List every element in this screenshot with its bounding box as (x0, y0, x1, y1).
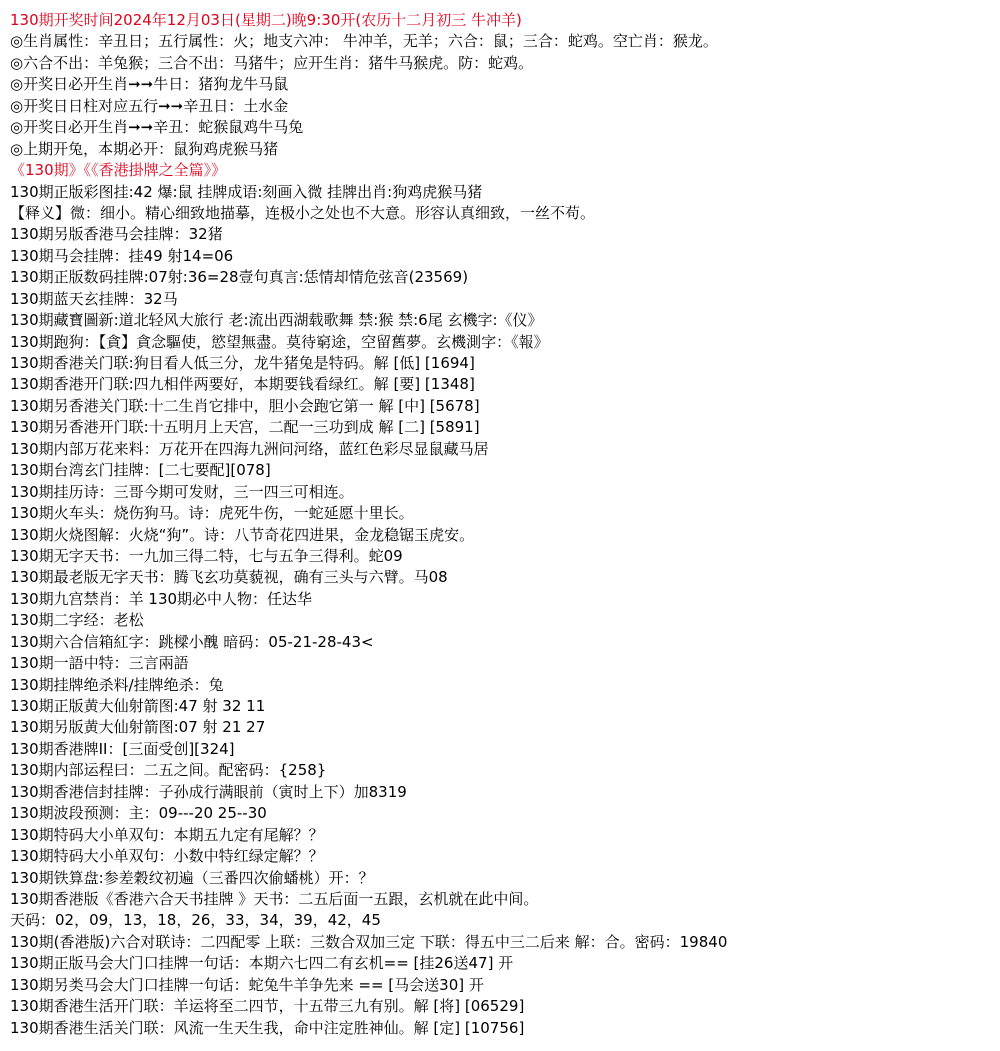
zodiac-attributes-line: ◎生肖属性：辛丑日；五行属性：火；地支六冲： 牛冲羊，无羊；六合：鼠；三合：蛇鸡。空亡肖：猴龙。 (10, 32, 718, 51)
text-line: 130期内部万花来料：万花开在四海九洲问河络，蓝红色彩尽显鼠藏马居 (10, 439, 489, 458)
text-line: 130期另版香港马会挂牌：32猪 (10, 225, 223, 244)
text-line: 【释义】微：细小。精心细致地描摹，连极小之处也不大意。形容认真细致，一丝不苟。 (10, 203, 596, 222)
last-draw-line: ◎上期开兔，本期必开：鼠狗鸡虎猴马猪 (10, 139, 279, 158)
text-line: 130期跑狗：【貪】貪念驅使，慾望無盡。莫待窮途，空留舊夢。玄機測字：《報》 (10, 332, 549, 351)
text-line: 130期马会挂牌：挂49 射14=06 (10, 246, 234, 265)
text-line: 130期台湾玄门挂牌：[二七要配][078] (10, 461, 271, 480)
text-line: 130期香港生活开门联：羊运将至二四节，十五带三九有别。解 [将] [06529] (10, 997, 525, 1016)
text-line: 130期九宫禁肖：羊 130期必中人物：任达华 (10, 589, 313, 608)
section-title: 《130期》《《香港掛牌之全篇》》 (10, 161, 227, 180)
text-line: 130期另类马会大门口挂牌一句话：蛇兔牛羊争先来 == [马会送30] 开 (10, 975, 484, 994)
text-line: 130期波段预测：主：09---20 25--30 (10, 804, 267, 823)
text-line: 130期另香港关门联:十二生肖它排中，胆小会跑它第一 解 [中] [5678] (10, 396, 480, 415)
text-line: 130期六合信箱紅字：跳樑小醜 暗码：05-21-28-43< (10, 632, 374, 651)
text-line: 130期火烧图解：火烧“狗”。诗：八节奇花四进果，金龙稳锯玉虎安。 (10, 525, 475, 544)
text-line: 130期香港牌II：[三面受创][324] (10, 739, 235, 758)
text-line: 天码：02，09，13，18，26，33，34，39，42，45 (10, 911, 381, 930)
text-line: 130期蓝天玄挂牌：32马 (10, 289, 178, 308)
text-line: 130期正版马会大门口挂牌一句话：本期六七四二有玄机== [挂26送47] 开 (10, 954, 514, 973)
liuhe-line: ◎六合不出：羊兔猴；三合不出：马猪牛；应开生肖：猪牛马猴虎。防：蛇鸡。 (10, 53, 534, 72)
text-line: 130期火车头：烧伤狗马。诗：虎死牛伤，一蛇延愿十里长。 (10, 504, 414, 523)
text-line: 130期内部运程曰：二五之间。配密码：{258} (10, 761, 327, 780)
text-line: 130期(香港版)六合对联诗：二四配零 上联：三数合双加三定 下联：得五中三二后来 解：合。密码：19840 (10, 932, 728, 951)
text-line: 130期藏寶圖新:道北轻风大旅行 老:流出西湖载歌舞 禁:猴 禁:6尾 玄機字:《仪》 (10, 311, 543, 330)
text-line: 130期香港生活关门联：风流一生天生我，命中注定胜神仙。解 [定] [10756] (10, 1018, 525, 1037)
draw-day-zodiac-line: ◎开奖日必开生肖➞➞牛日：猪狗龙牛马鼠 (10, 75, 289, 94)
text-line: 130期香港开门联:四九相伴两要好，本期要钱看绿红。解 [要] [1348] (10, 375, 475, 394)
text-line: 130期二字经：老松 (10, 611, 144, 630)
text-line: 130期挂牌绝杀料/挂牌绝杀：兔 (10, 675, 224, 694)
text-line: 130期无字天书：一九加三得二特，七与五争三得利。蛇09 (10, 546, 403, 565)
text-line: 130期正版数码挂牌:07射:36=28壹句真言:恁情却情危弦音(23569) (10, 268, 469, 287)
text-line: 130期另香港开门联:十五明月上天宫，二配一三功到成 解 [二] [5891] (10, 418, 480, 437)
text-line: 130期挂历诗：三哥今期可发财，三一四三可相连。 (10, 482, 354, 501)
text-line: 130期最老版无字天书：腾飞玄功莫藐视，确有三头与六臂。马08 (10, 568, 448, 587)
text-line: 130期铁算盘:参差穀纹初遍（三番四次偷蟠桃）开：？ (10, 868, 374, 887)
text-line: 130期一語中特：三言兩語 (10, 654, 189, 673)
text-line: 130期香港信封挂牌：子孙成行满眼前（寅时上下）加8319 (10, 782, 407, 801)
text-line: 130期另版黄大仙射箭图:07 射 21 27 (10, 718, 266, 737)
text-line: 130期正版黄大仙射箭图:47 射 32 11 (10, 697, 266, 715)
text-line: 130期香港版《香港六合天书挂牌 》天书：二五后面一五跟，玄机就在此中间。 (10, 889, 539, 908)
text-line: 130期香港关门联:狗目看人低三分，龙牛猪兔是特码。解 [低] [1694] (10, 354, 475, 372)
text-line: 130期正版彩图挂:42 爆:鼠 挂牌成语:刻画入微 挂牌出肖:狗鸡虎猴马猪 (10, 182, 483, 201)
day-pillar-elements-line: ◎开奖日日柱对应五行➞➞辛丑日：土水金 (10, 96, 289, 115)
text-line: 130期特码大小单双句：小数中特红绿定解？？ (10, 847, 324, 866)
draw-time-heading: 130期开奖时间2024年12月03日(星期二)晚9:30开(农历十二月初三 牛冲羊) (10, 11, 522, 29)
xinchou-zodiac-line: ◎开奖日必开生肖➞➞辛丑：蛇猴鼠鸡牛马兔 (10, 118, 304, 137)
text-line: 130期特码大小单双句：本期五九定有尾解？？ (10, 825, 324, 844)
